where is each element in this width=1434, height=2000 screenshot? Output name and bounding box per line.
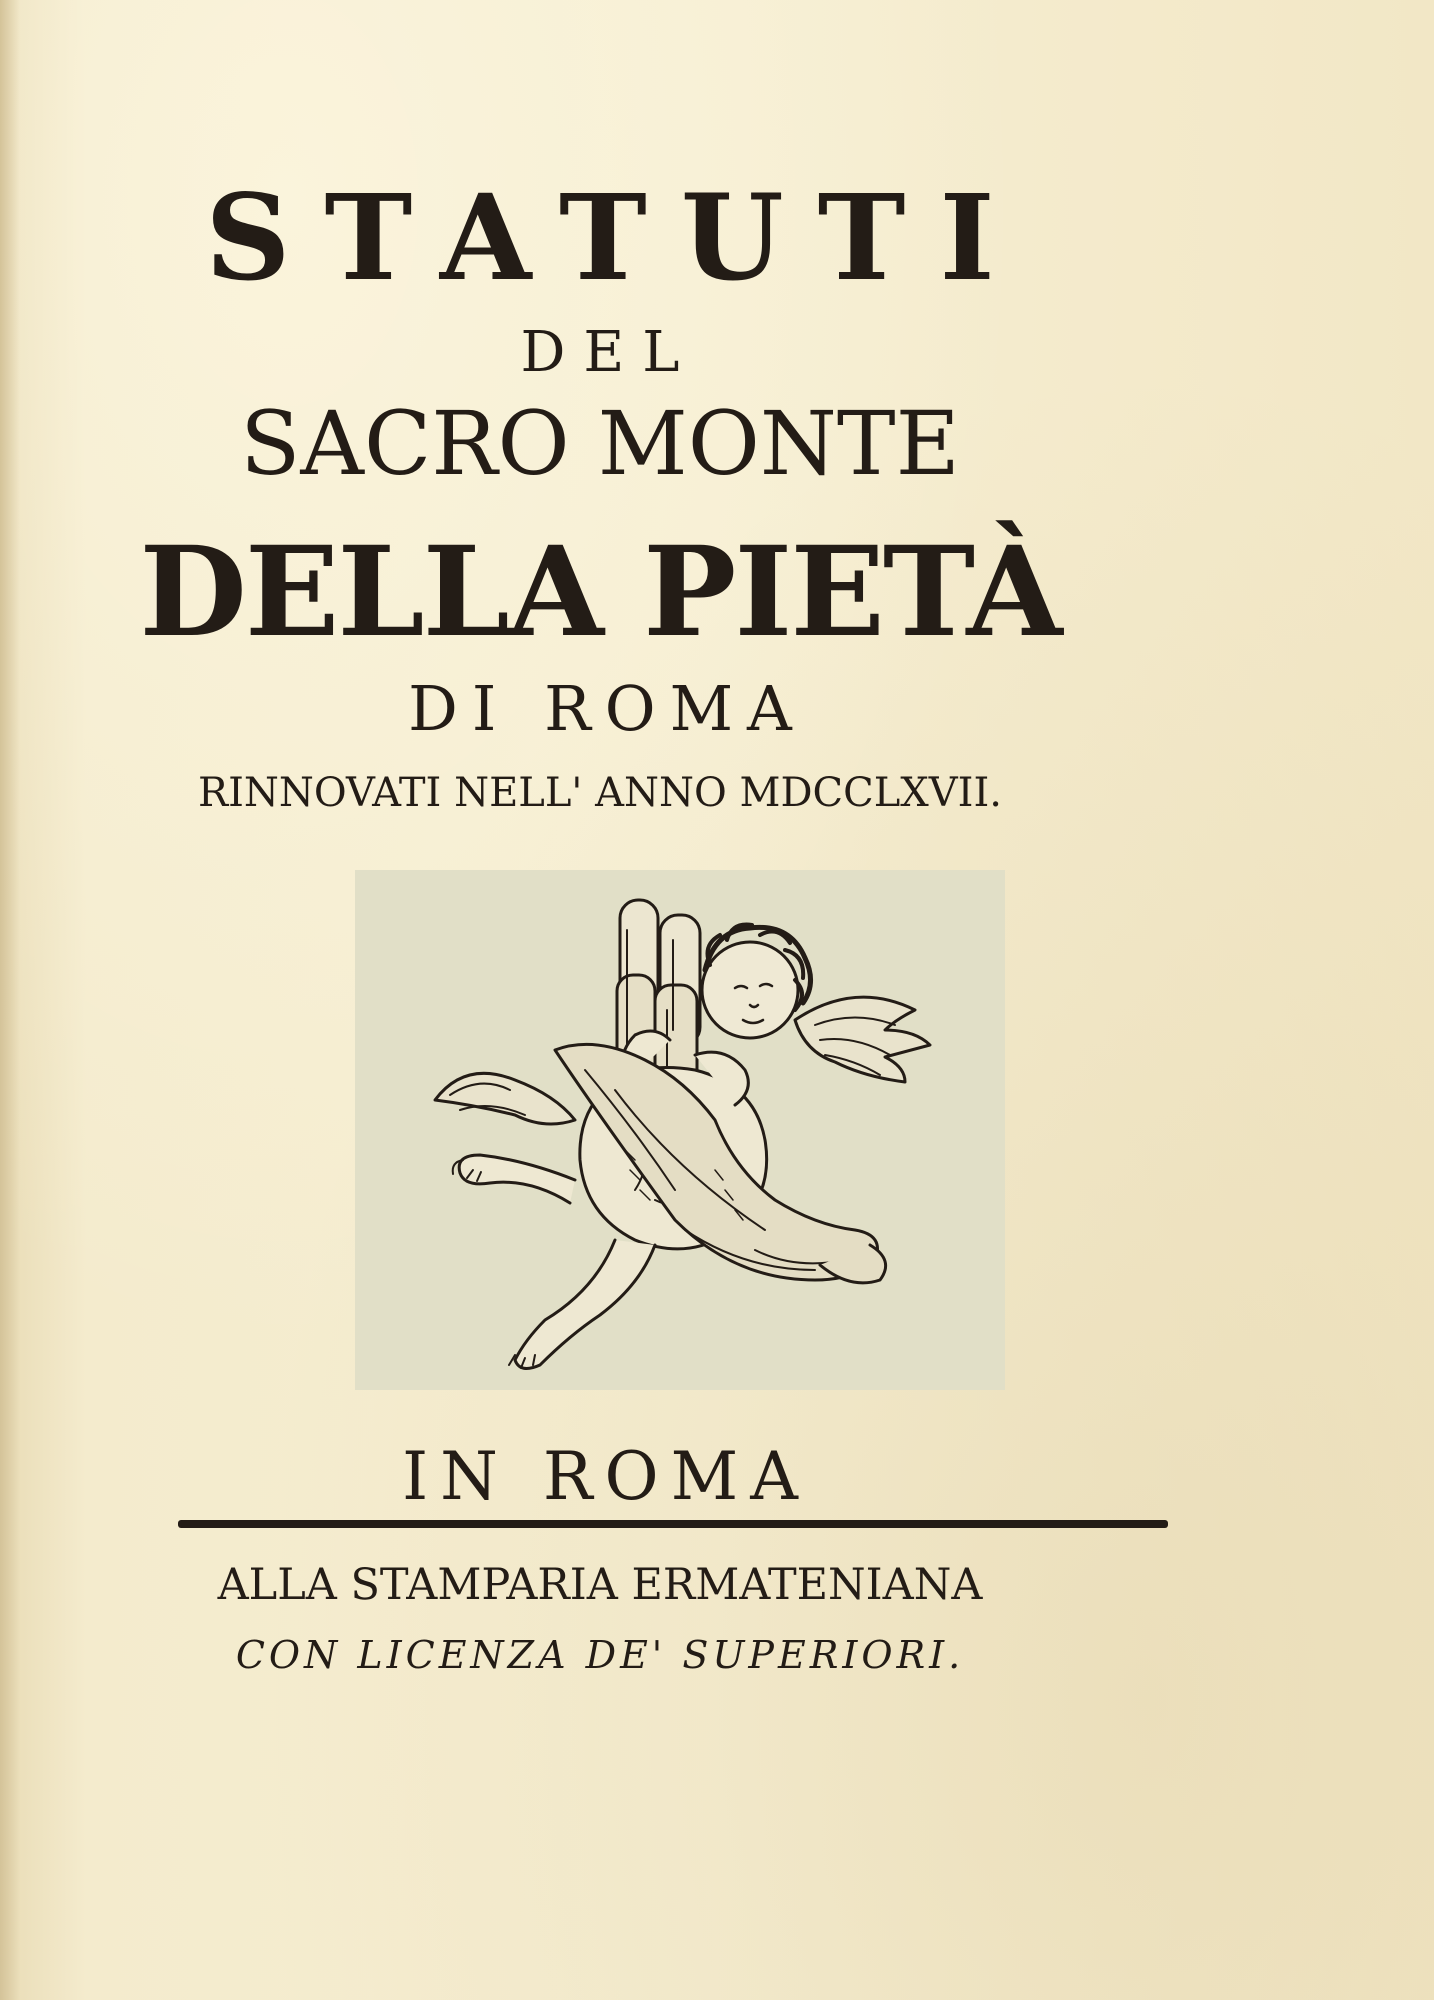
title-statuti: STATUTI [205,168,1029,307]
subtitle-renewed: RINNOVATI NELL' ANNO MDCCLXVII. [198,770,1002,816]
cherub-vignette [355,870,1005,1390]
title-sacro-monte: SACRO MONTE [240,392,960,495]
imprint-divider-rule [178,1520,1168,1528]
imprint-license: CON LICENZA DE' SUPERIORI. [235,1633,965,1677]
title-della-pieta: DELLA PIETÀ [139,520,1061,665]
cherub-engraving-icon [355,870,1005,1390]
title-di-roma: DI ROMA [408,672,806,745]
title-del: DEL [520,320,698,385]
imprint-printer: ALLA STAMPARIA ERMATENIANA [217,1560,983,1610]
imprint-place: IN ROMA [402,1438,810,1515]
